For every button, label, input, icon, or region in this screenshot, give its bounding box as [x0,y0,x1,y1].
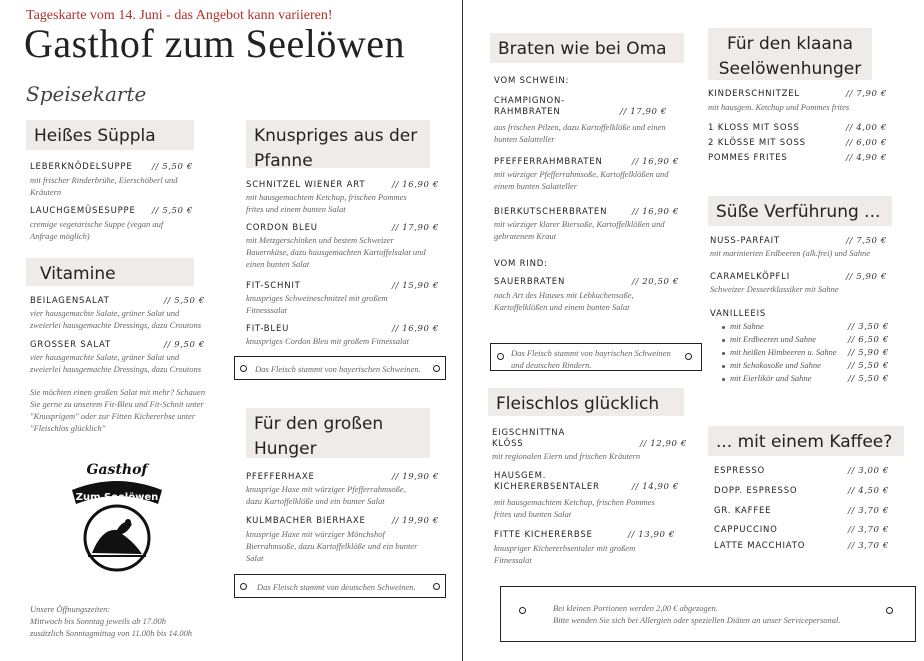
circle-bullet-icon [497,353,504,360]
opening-hours [30,603,250,639]
menu-item-price: // 4,50 € [848,486,889,496]
menu-item-price: // 12,90 € [640,439,687,449]
ice-cream-option: mit heißen Himbeeren u. Sahne [730,347,837,357]
menu-item-desc: mit hausgem. Ketchup und Pommes frites [708,102,850,112]
menu-item-name: SAUERBRATEN [494,277,566,287]
menu-item-name: CORDON BLEU [246,223,318,233]
menu-item-name: FIT-SCHNIT [246,281,301,291]
menu-item-price: // 5,50 € [152,206,193,216]
menu-item-name: LEBERKNÖDELSUPPE [30,162,133,172]
menu-item-price: // 17,90 € [620,107,667,117]
menu-subtitle: Speisekarte [26,82,147,106]
menu-item-price: // 5,90 € [846,272,887,282]
section-heading-kaffee: ... mit einem Kaffee? [708,426,904,456]
menu-item-name: CARAMELKÖPFLI [710,272,791,282]
bullet-icon [722,326,725,329]
restaurant-logo [62,458,172,578]
menu-item-name: POMMES FRITES [708,153,788,163]
menu-item-price: // 13,90 € [628,530,675,540]
menu-item-desc: mit würziger Pfefferrahmsoße, Kartoffelklößen und einem bunten Salatteller [494,169,669,191]
footer-note-line1: Bei kleinen Portionen werden 2,00 € abgezogen. [553,603,718,613]
menu-item-desc: Schweizer Dessertklassiker mit Sahne [710,284,839,294]
menu-item-desc: mit regionalen Eiern und frischen Kräutern [492,451,641,461]
menu-item-desc: mit Metzgerschinken und bestem Schweizer Bauernkäse, dazu hausgemachten Kartoffelsalat und einen bunten Salat [246,235,426,269]
menu-item-desc: knuspriger Kichererbsentaler mit großem Fitnessalat [494,543,636,565]
subsection-label: VOM SCHWEIN: [494,76,570,86]
menu-item-price: // 3,70 € [848,541,889,551]
ice-cream-option: mit Erdbeeren und Sahne [730,334,817,344]
menu-item-name: CAPPUCCINO [714,525,778,535]
section-heading-hunger: Für den großen Hunger [246,408,430,458]
menu-item-name: KULMBACHER BIERHAXE [246,516,366,526]
menu-item-price: // 5,50 € [164,296,205,306]
menu-item-price: // 16,90 € [392,180,439,190]
menu-item-name: FITTE KICHERERBSE [494,530,593,540]
restaurant-title: Gasthof zum Seelöwen [24,21,406,66]
menu-item-name: EIGSCHNITTNA KLÖSS [492,428,566,449]
section-heading-kinder: Für den klaana Seelöwenhunger [708,28,872,80]
daily-menu-notice: Tageskarte vom 14. Juni - das Angebot kann variieren! [26,8,333,23]
menu-item-name: BIERKUTSCHERBRATEN [494,207,608,217]
menu-item-name: GR. KAFFEE [714,506,772,516]
circle-bullet-icon [240,583,247,590]
menu-item-price: // 3,50 € [848,322,889,332]
menu-item-name: NUSS-PARFAIT [710,236,780,246]
footer-note-line2: Bitte wenden Sie sich bei Allergien oder speziellen Diäten an unser Servicepersonal. [553,615,841,625]
menu-item-desc: mit hausgemachtem Ketchup, frischen Pommes frites und bunten Salat [494,497,655,519]
meat-origin-text: Das Fleisch stammt von deutschen Schweinen. [257,582,416,592]
menu-item-name: SCHNITZEL WIENER ART [246,180,366,190]
bullet-icon [722,378,725,381]
footer-note [500,586,916,642]
circle-bullet-icon [519,607,526,614]
salad-info-text: Sie möchten einen großen Salat mit mehr? Schauen Sie gerne zu unserem Fit-Bleu und Fit-Schnit unter "Knusprigem" oder zur Fitten Kichererbse unter "Fleischlos glücklich" [30,387,206,433]
menu-item-price: // 16,90 € [392,324,439,334]
menu-item-price: // 7,90 € [846,89,887,99]
menu-item-price: // 7,50 € [846,236,887,246]
circle-bullet-icon [433,365,440,372]
menu-item-name: BEILAGENSALAT [30,296,110,306]
menu-item-price: // 4,00 € [846,123,887,133]
menu-item-name: PFEFFERRAHMBRATEN [494,157,603,167]
menu-item-name: LAUCHGEMÜSESUPPE [30,206,136,216]
logo-text-name: Zum Seelöwen [75,492,159,503]
menu-item-price: // 6,50 € [848,335,889,345]
opening-hours-line2: zusätzlich Sonntagmittag von 11.00h bis 14.00h [30,628,193,638]
subsection-label: VOM RIND: [494,259,548,269]
meat-origin-text: Das Fleisch stammt von bayerischen Schweinen. [255,364,421,374]
menu-item-price: // 3,00 € [848,466,889,476]
menu-item-name: VANILLEEIS [710,309,767,319]
menu-item-price: // 5,90 € [848,348,889,358]
bullet-icon [722,352,725,355]
menu-item-price: // 15,90 € [392,281,439,291]
meat-origin-text: Das Fleisch stammt von bayrischen Schweinen und deutschen Rindern. [511,348,671,370]
section-heading-fleischlos: Fleischlos glücklich [488,388,684,416]
menu-item-desc: mit würziger klarer Biersoße, Kartoffelklößen und gebratenem Kraut [494,219,665,241]
circle-bullet-icon [886,607,893,614]
menu-item-desc: vier hausgemachte Salate, grüner Salat und zweierlei hausgemachte Dressings, dazu Croutons [30,352,202,374]
ice-cream-option: mit Eierlikör und Sahne [730,373,812,383]
menu-item-name: 2 KLÖSSE MIT SOSS [708,138,806,148]
menu-item-price: // 9,50 € [164,340,205,350]
menu-item-price: // 5,50 € [848,374,889,384]
menu-item-price: // 6,00 € [846,138,887,148]
menu-item-desc: nach Art des Hauses mit Lebkuchensoße, Kartoffelklößen und einem bunten Salat [494,290,634,312]
menu-item-price: // 16,90 € [632,207,679,217]
meat-origin-note [234,356,446,380]
menu-item-name: HAUSGEM. KICHERERBSENTALER [494,471,600,492]
menu-item-desc: aus frischen Pilzen, dazu Kartoffelklöße und einen bunten Salatteller [494,122,666,144]
menu-item-desc: knuspriges Cordon Bleu mit großem Fitnessalat [246,336,409,346]
section-heading-suess: Süße Verführung ... [708,196,892,226]
menu-item-name: GROSSER SALAT [30,340,111,350]
menu-item-desc: knuspriges Schweineschnitzel mit großem Fitnesssalat [246,293,388,315]
menu-item-desc: cremige vegetarische Suppe (vegan auf Anfrage möglich) [30,219,164,241]
menu-item-price: // 17,90 € [392,223,439,233]
menu-item-price: // 3,70 € [848,506,889,516]
opening-hours-line1: Mittwoch bis Sonntag jeweils ab 17.00h [30,616,166,626]
menu-item-price: // 19,90 € [392,516,439,526]
meat-origin-note [490,343,702,371]
menu-item-desc: knusprige Haxe mit würziger Pfefferrahmsoße, dazu Kartoffelklöße und ein bunter Salat [246,484,406,506]
menu-item-desc: knusprige Haxe mit würziger Mönchshof Bierrahmsoße, dazu Kartoffelklöße und ein bunter Salat [246,529,418,563]
menu-item-name: DOPP. ESPRESSO [714,486,798,496]
menu-item-price: // 5,50 € [152,162,193,172]
section-heading-pfanne: Knuspriges aus der Pfanne [246,120,430,168]
section-heading-suppe: Heißes Süppla [26,120,194,150]
menu-item-price: // 19,90 € [392,472,439,482]
menu-item-price: // 4,90 € [846,153,887,163]
menu-item-name: KINDERSCHNITZEL [708,89,800,99]
ice-cream-option: mit Schokosoße und Sahne [730,360,821,370]
menu-item-desc: mit frischer Rinderbrühe, Eierschöberl und Kräutern [30,175,178,197]
menu-item-price: // 14,90 € [632,482,679,492]
menu-item-desc: mit hausgemachtem Ketchup, frischen Pommes frites und einem bunten Salat [246,192,407,214]
meat-origin-note [234,574,446,598]
opening-hours-title: Unsere Öffnungszeiten: [30,604,111,614]
circle-bullet-icon [433,583,440,590]
menu-item-name: PFEFFERHAXE [246,472,315,482]
circle-bullet-icon [685,353,692,360]
menu-item-price: // 20,50 € [632,277,679,287]
menu-item-name: FIT-BLEU [246,324,290,334]
menu-item-desc: vier hausgemachte Salate, grüner Salat und zweierlei hausgemachte Dressings, dazu Croutons [30,308,202,330]
menu-item-price: // 3,70 € [848,525,889,535]
menu-item-name: 1 KLOSS MIT SOSS [708,123,800,133]
menu-item-price: // 16,90 € [632,157,679,167]
page-divider [462,0,463,661]
bullet-icon [722,365,725,368]
bullet-icon [722,339,725,342]
menu-item-desc: mit marinierten Erdbeeren (alk.frei) und Sahne [710,248,871,258]
logo-text-top: Gasthof [86,462,148,478]
menu-item-name: ESPRESSO [714,466,766,476]
section-heading-vitamine: Vitamine [26,258,194,286]
menu-item-price: // 5,50 € [848,361,889,371]
menu-item-name: LATTE MACCHIATO [714,541,806,551]
section-heading-braten: Braten wie bei Oma [490,33,684,63]
circle-bullet-icon [240,365,247,372]
menu-item-name: CHAMPIGNON- RAHMBRATEN [494,96,565,117]
ice-cream-option: mit Sahne [730,321,764,331]
